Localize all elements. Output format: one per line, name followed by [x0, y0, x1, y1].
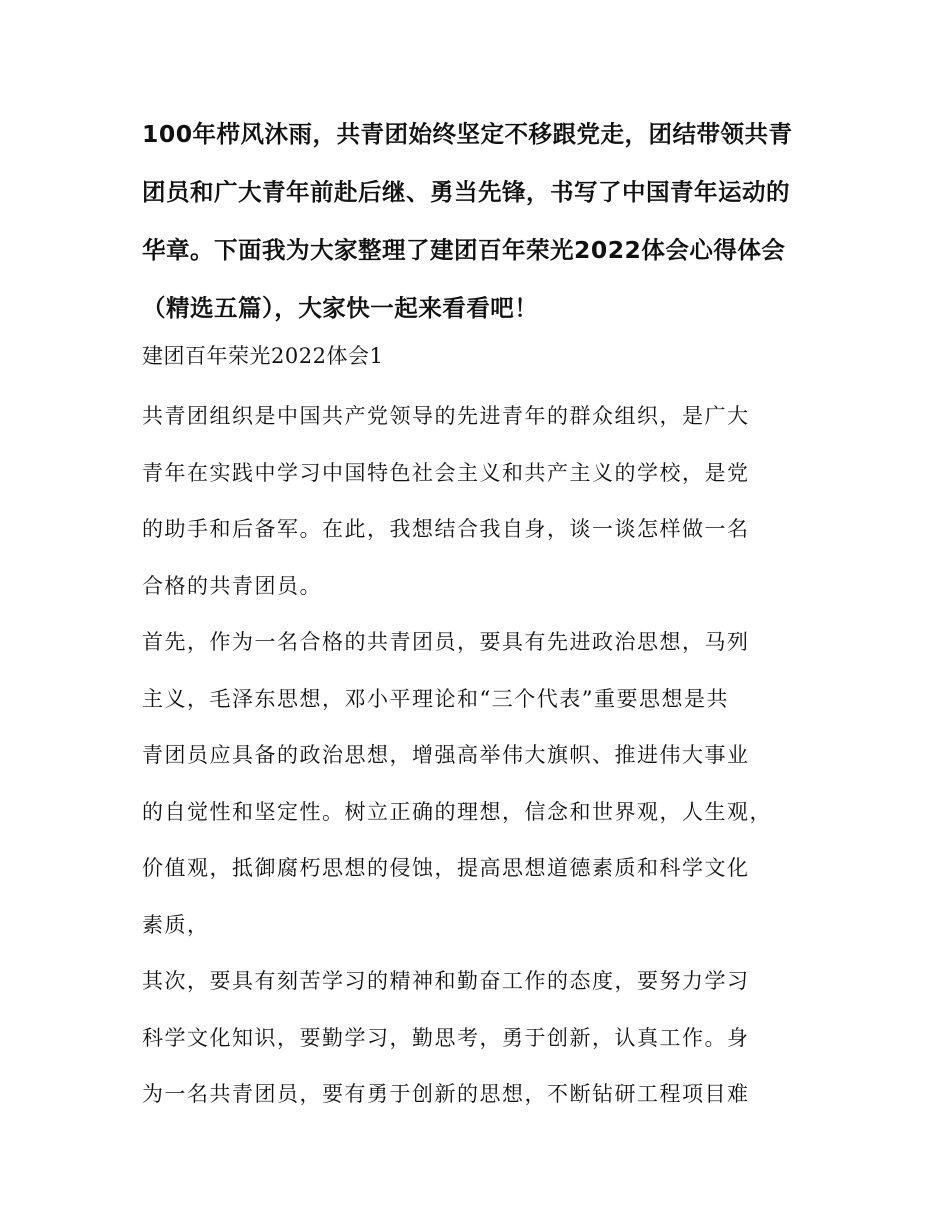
body-paragraph-2 [142, 614, 832, 953]
paragraph-line: 青年在实践中学习中国特色社会主义和共产主义的学校，是党 [142, 460, 750, 485]
document-body [142, 105, 832, 1123]
paragraph-line: 为一名共青团员，要有勇于创新的思想，不断钻研工程项目难 [142, 1082, 750, 1106]
paragraph-line: 的自觉性和坚定性。树立正确的理想，信念和世界观，人生观， [142, 799, 772, 824]
intro-line: 团员和广大青年前赴后继、勇当先锋，书写了中国青年运动的 [142, 178, 790, 206]
paragraph-line: 科学文化知识，要勤学习，勤思考，勇于创新，认真工作。身 [142, 1025, 750, 1050]
intro-paragraph [142, 105, 832, 337]
intro-line: （精选五篇），大家快一起来看看吧！ [142, 294, 539, 322]
paragraph-line: 的助手和后备军。在此，我想结合我自身，谈一谈怎样做一名 [142, 517, 750, 541]
intro-line: 华章。下面我为大家整理了建团百年荣光2022体会心得体会 [142, 236, 786, 264]
paragraph-line: 价值观，抵御腐朽思想的侵蚀，提高思想道德素质和科学文化 [142, 856, 750, 880]
intro-line: 100年栉风沐雨，共青团始终坚定不移跟党走，团结带领共青 [142, 120, 793, 148]
section-heading: 建团百年荣光2022体会1 [142, 344, 384, 368]
paragraph-line: 主义，毛泽东思想，邓小平理论和“三个代表”重要思想是共 [142, 686, 729, 711]
paragraph-line: 素质， [142, 912, 210, 937]
body-paragraph-1 [142, 388, 832, 614]
paragraph-line: 其次，要具有刻苦学习的精神和勤奋工作的态度，要努力学习 [142, 969, 750, 993]
body-paragraph-3 [142, 953, 832, 1123]
paragraph-line: 共青团组织是中国共产党领导的先进青年的群众组织，是广大 [142, 404, 750, 428]
paragraph-line: 首先，作为一名合格的共青团员，要具有先进政治思想，马列 [142, 630, 750, 654]
paragraph-line: 合格的共青团员。 [142, 573, 322, 598]
paragraph-line: 青团员应具备的政治思想，增强高举伟大旗帜、推进伟大事业 [142, 743, 750, 767]
